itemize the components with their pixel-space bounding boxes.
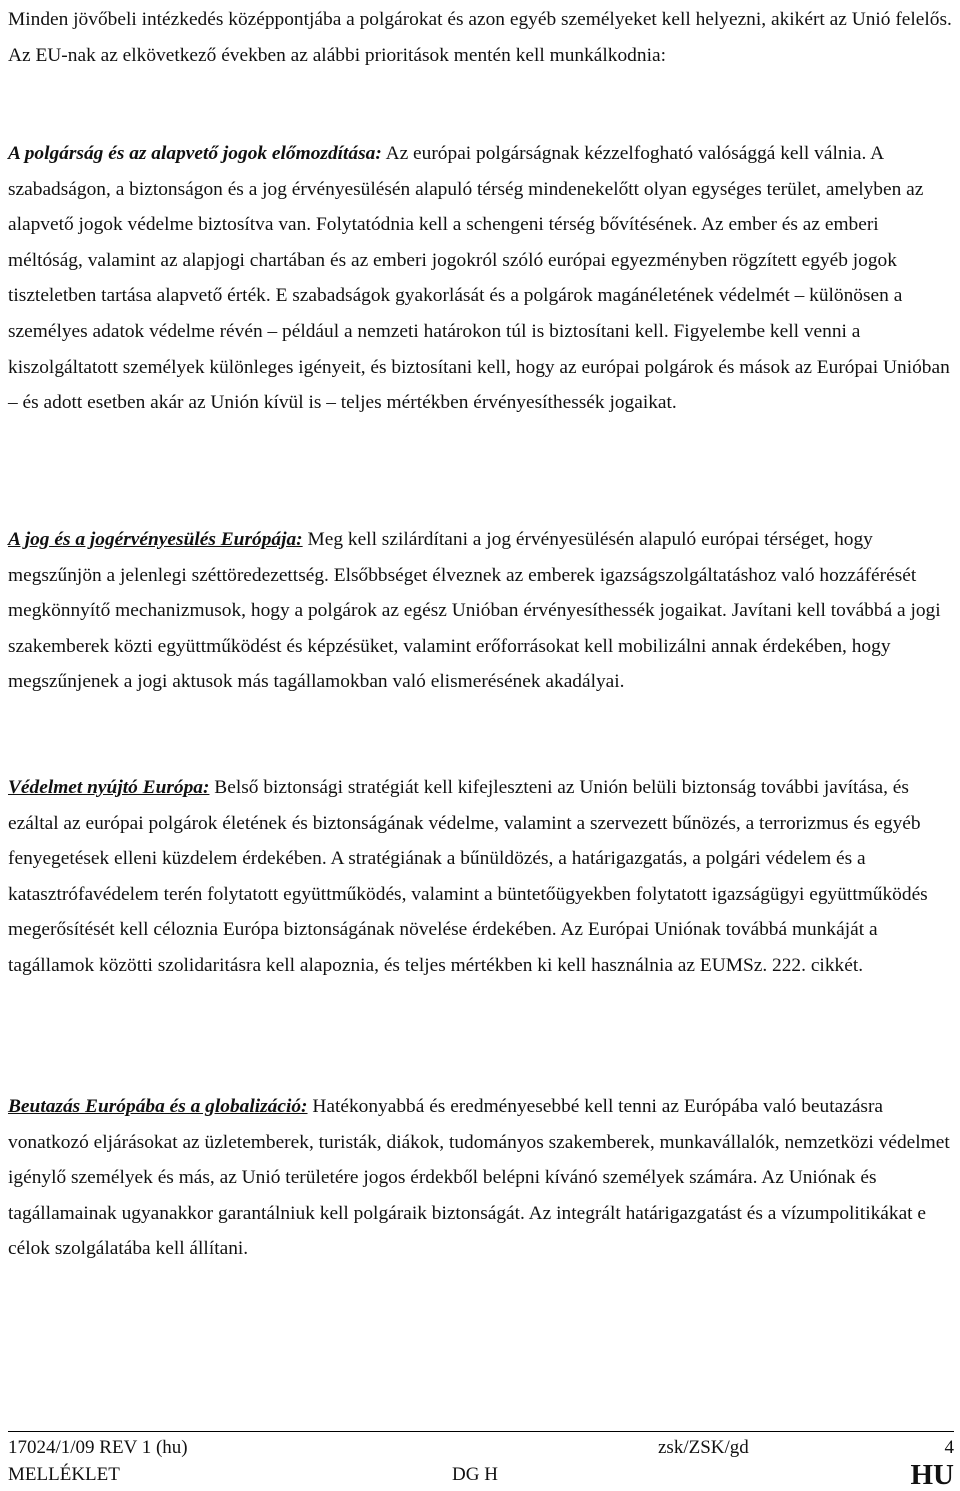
section-paragraph-access [8,1089,954,1267]
footer-divider [8,1431,954,1432]
footer-page-number: 4 [944,1437,954,1458]
section-paragraph-justice [8,522,954,700]
section-heading-justice: A jog és a jogérvényesülés Európája: [8,529,303,550]
section-body-justice: Meg kell szilárdítani a jog érvényesülésén alapuló európai térséget, hogy megszűnjön a jelenlegi széttöredezettség. Elsőbbséget élveznek az emberek igazságszolgáltatáshoz való hozzáférését megkönnyítő mechanizmusok, hogy a polgárok az egész Unióban érvényesíthessék jogaikat. Javítani kell továbbá a jogi szakemberek közti együttműködést és képzésüket, valamint erőforrásokat kell mobilizálni annak érdekében, hogy megszűnjenek a jogi aktusok más tagállamokban való elismerésének akadályai. [8,529,941,693]
section-body-protection: Belső biztonsági stratégiát kell kifejleszteni az Unión belüli biztonság további javítása, és ezáltal az európai polgárok életének és biztonságának védelme, valamint a szervezett bűnözés, a terrorizmus és egyéb fenyegetések elleni küzdelem érdekében. A stratégiának a bűnüldözés, a határigazgatás, a polgári védelem és a katasztrófavédelem terén folytatott együttműködés, valamint a büntetőügyekben folytatott igazságügyi együttműködés megerősítését kell céloznia Európa biztonságának növelése érdekében. Az Európai Uniónak továbbá munkáját a tagállamok közötti szolidaritásra kell alapoznia, és teljes mértékben ki kell használnia az EUMSz. 222. cikkét. [8,777,928,976]
section-heading-access: Beutazás Európába és a globalizáció: [8,1096,308,1117]
section-heading-protection: Védelmet nyújtó Európa: [8,777,210,798]
section-heading-citizenship: A polgárság és az alapvető jogok előmozdítása: [8,143,382,164]
section-paragraph-citizenship [8,136,954,421]
footer-dg: DG H [452,1464,498,1485]
footer-author-code: zsk/ZSK/gd [658,1437,749,1458]
section-body-citizenship: Az európai polgárságnak kézzelfogható valósággá kell válnia. A szabadságon, a biztonságon és a jog érvényesülésén alapuló térség mindenekelőtt olyan egységes terület, amelyben az alapvető jogok védelme biztosítva van. Folytatódnia kell a schengeni térség bővítésének. Az ember és az emberi méltóság, valamint az alapjogi chartában és az emberi jogokról szóló európai egyezményben rögzített egyéb jogok tiszteletben tartása alapvető érték. E szabadságok gyakorlását és a polgárok magánéletének védelmét – különösen a személyes adatok védelme révén – például a nemzeti határokon túl is biztosítani kell. Figyelembe kell venni a kiszolgáltatott személyek különleges igényeit, és biztosítani kell, hogy az európai polgárok és mások az Európai Unióban – és adott esetben akár az Unión kívül is – teljes mértékben érvényesíthessék jogaikat. [8,143,950,414]
intro-paragraph: Minden jövőbeli intézkedés középpontjába a polgárokat és azon egyéb személyeket kell helyezni, akikért az Unió felelős. Az EU-nak az elkövetkező években az alábbi prioritások mentén kell munkálkodnia: [8,9,952,66]
footer-annex: MELLÉKLET [8,1464,120,1485]
footer-language-code: HU [910,1459,954,1491]
footer-doc-ref: 17024/1/09 REV 1 (hu) [8,1437,188,1458]
section-paragraph-protection [8,770,954,984]
section-body-access: Hatékonyabbá és eredményesebbé kell tenni az Európába való beutazásra vonatkozó eljárásokat az üzletemberek, turisták, diákok, tudományos szakemberek, munkavállalók, nemzetközi védelmet igénylő személyek és más, az Unió területére jogos érdekből belépni kívánó személyek számára. Az Uniónak és tagállamainak ugyanakkor garantálniuk kell polgáraik biztonságát. Az integrált határigazgatást és a vízumpolitikákat e célok szolgálatába kell állítani. [8,1096,950,1260]
